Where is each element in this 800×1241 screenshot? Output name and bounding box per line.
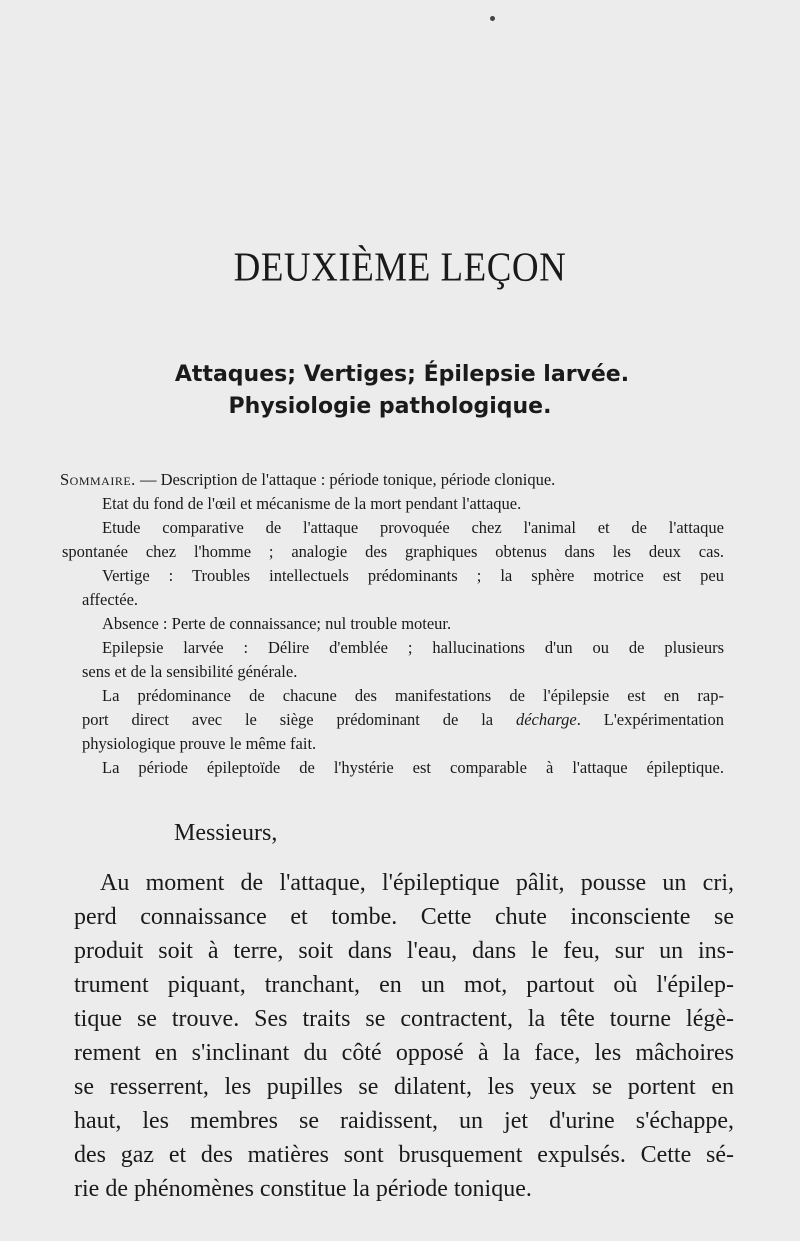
summary-label: Sommaire.: [60, 470, 136, 489]
summary-line: Etat du fond de l'œil et mécanisme de la mort pendant l'attaque.: [102, 494, 522, 513]
body-line: produit soit à terre, soit dans l'eau, dans le feu, sur un ins-: [74, 938, 734, 964]
summary-line: port direct avec le siège prédominant de la décharge. L'expérimentation: [82, 710, 725, 729]
salutation: Messieurs,: [174, 820, 278, 846]
summary-line: Sommaire. — Description de l'attaque : période tonique, période clonique.: [60, 470, 556, 489]
summary-line: Absence : Perte de connaissance; nul trouble moteur.: [102, 614, 452, 633]
summary-line: Vertige : Troubles intellectuels prédominants ; la sphère motrice est peu: [102, 566, 724, 585]
summary-line: La prédominance de chacune des manifestations de l'épilepsie est en rap-: [102, 686, 724, 705]
body-line: haut, les membres se raidissent, un jet d'urine s'échappe,: [74, 1108, 734, 1134]
summary-line: Etude comparative de l'attaque provoquée chez l'animal et de l'attaque: [102, 518, 724, 537]
ink-speck: [490, 16, 495, 21]
body-line: se resserrent, les pupilles se dilatent, les yeux se portent en: [74, 1074, 734, 1100]
summary-line: spontanée chez l'homme ; analogie des graphiques obtenus dans les deux cas.: [62, 542, 724, 561]
summary-line: physiologique prouve le même fait.: [82, 734, 317, 753]
chapter-subtitle-line-1: Attaques; Vertiges; Épilepsie larvée.: [174, 362, 630, 387]
summary-line: affectée.: [82, 590, 139, 609]
body-line: perd connaissance et tombe. Cette chute inconsciente se: [74, 904, 734, 930]
chapter-title: DEUXIÈME LEÇON: [233, 244, 567, 291]
body-line: rement en s'inclinant du côté opposé à la face, les mâchoires: [74, 1040, 734, 1066]
body-line: rie de phénomènes constitue la période tonique.: [74, 1176, 532, 1202]
summary-line: Epilepsie larvée : Délire d'emblée ; hallucinations d'un ou de plusieurs: [102, 638, 724, 657]
body-line: Au moment de l'attaque, l'épileptique pâlit, pousse un cri,: [100, 870, 734, 896]
chapter-subtitle-line-2: Physiologie pathologique.: [228, 394, 552, 419]
summary-line: La période épileptoïde de l'hystérie est comparable à l'attaque épileptique.: [102, 758, 724, 777]
body-line: des gaz et des matières sont brusquement expulsés. Cette sé-: [74, 1142, 734, 1168]
body-line: trument piquant, tranchant, en un mot, partout où l'épilep-: [74, 972, 734, 998]
body-line: tique se trouve. Ses traits se contractent, la tête tourne légè-: [74, 1006, 734, 1032]
summary-line: sens et de la sensibilité générale.: [82, 662, 298, 681]
